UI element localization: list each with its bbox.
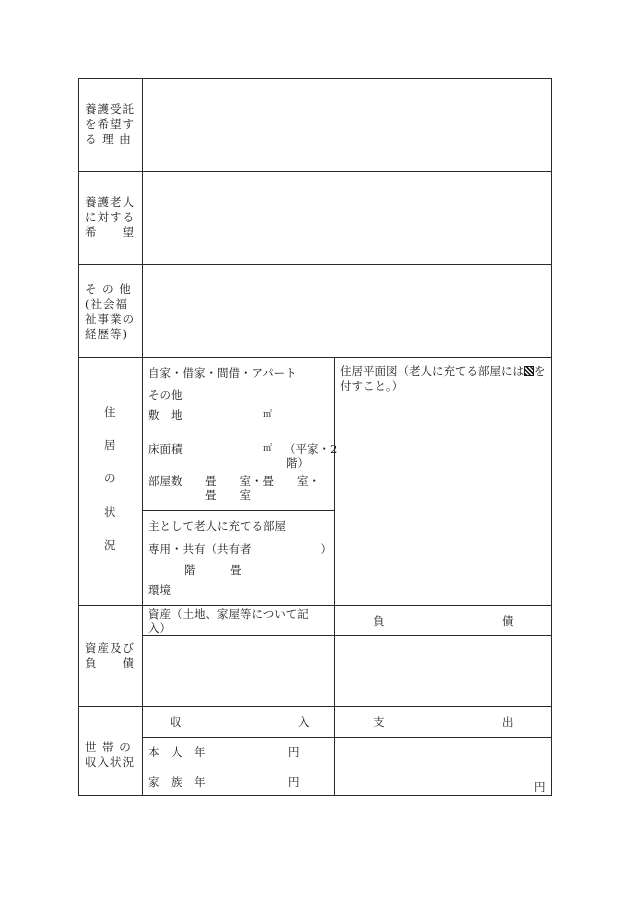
rooms-label: 部屋数 [148,474,183,488]
floor-area-label: 床面積 [148,442,183,456]
main-room-title: 主として老人に充てる部屋 [148,519,286,533]
floor-plan-instruction-cont: 付すこと。） [340,379,404,393]
application-form [78,78,552,796]
rooms-line-1: 畳 室・畳 室・ [205,474,320,488]
floor-area-unit: ㎡ [263,444,273,454]
inner-column-divider [334,357,335,796]
label-household-income: 世 帯 の 収入状況 [85,740,135,769]
expense-unit: 円 [534,780,546,794]
label-assets-liabilities: 資産及び 負 債 [85,641,135,670]
table-border-left [78,78,79,796]
row-divider [78,706,552,707]
floor-plan-instruction [340,364,546,378]
income-header-line [142,737,552,738]
floor-plan-text-suffix: を [534,364,546,378]
label-column-divider [142,78,143,796]
main-room-use: 専用・共有（共有者 ） [148,542,332,556]
label-other-experience: そ の 他 (社会福 祉事業の 経歴等) [85,282,135,341]
housing-type-options: 自家・借家・間借・アパート [148,366,297,380]
row-divider [78,171,552,172]
floor-type-cont: 階） [286,456,309,470]
table-border-top [78,78,552,79]
table-border-bottom [78,795,552,796]
family-annual-income-unit: 円 [288,775,300,789]
rooms-line-2: 畳 室 [205,488,251,502]
housing-type-other: その他 [148,388,183,402]
label-housing-status: 住 居 の 状 況 [104,405,117,552]
assets-header: 資産（土地、家屋等について記 [148,607,309,621]
housing-subdivider [142,510,335,511]
row-divider [78,357,552,358]
environment-label: 環境 [148,583,171,597]
site-area-label: 敷 地 [148,408,183,422]
family-annual-income-label: 家 族 年 [148,775,206,789]
assets-header-line [142,635,552,636]
floor-plan-text: 住居平面図（老人に充てる部屋には [340,364,524,378]
floor-type: （平家・2 [284,442,338,456]
self-annual-income-label: 本 人 年 [148,745,206,759]
expense-header-right: 出 [502,715,514,729]
liabilities-header-left: 負 [373,614,385,628]
site-area-unit: ㎡ [263,410,273,420]
income-header-right: 入 [298,715,310,729]
row-divider [78,264,552,265]
income-header-left: 収 [170,715,182,729]
self-annual-income-unit: 円 [288,745,300,759]
main-room-floor: 階 畳 [184,563,242,577]
liabilities-header-right: 債 [502,614,514,628]
hatched-square-icon [524,366,534,376]
expense-header-left: 支 [373,715,385,729]
label-reason-for-care: 養護受託 を希望す る 理 由 [85,102,135,146]
row-divider [78,605,552,606]
assets-header-cont: 入） [148,621,171,635]
table-border-right [551,78,552,796]
label-wishes-for-elder: 養護老人 に対する 希 望 [85,195,135,239]
